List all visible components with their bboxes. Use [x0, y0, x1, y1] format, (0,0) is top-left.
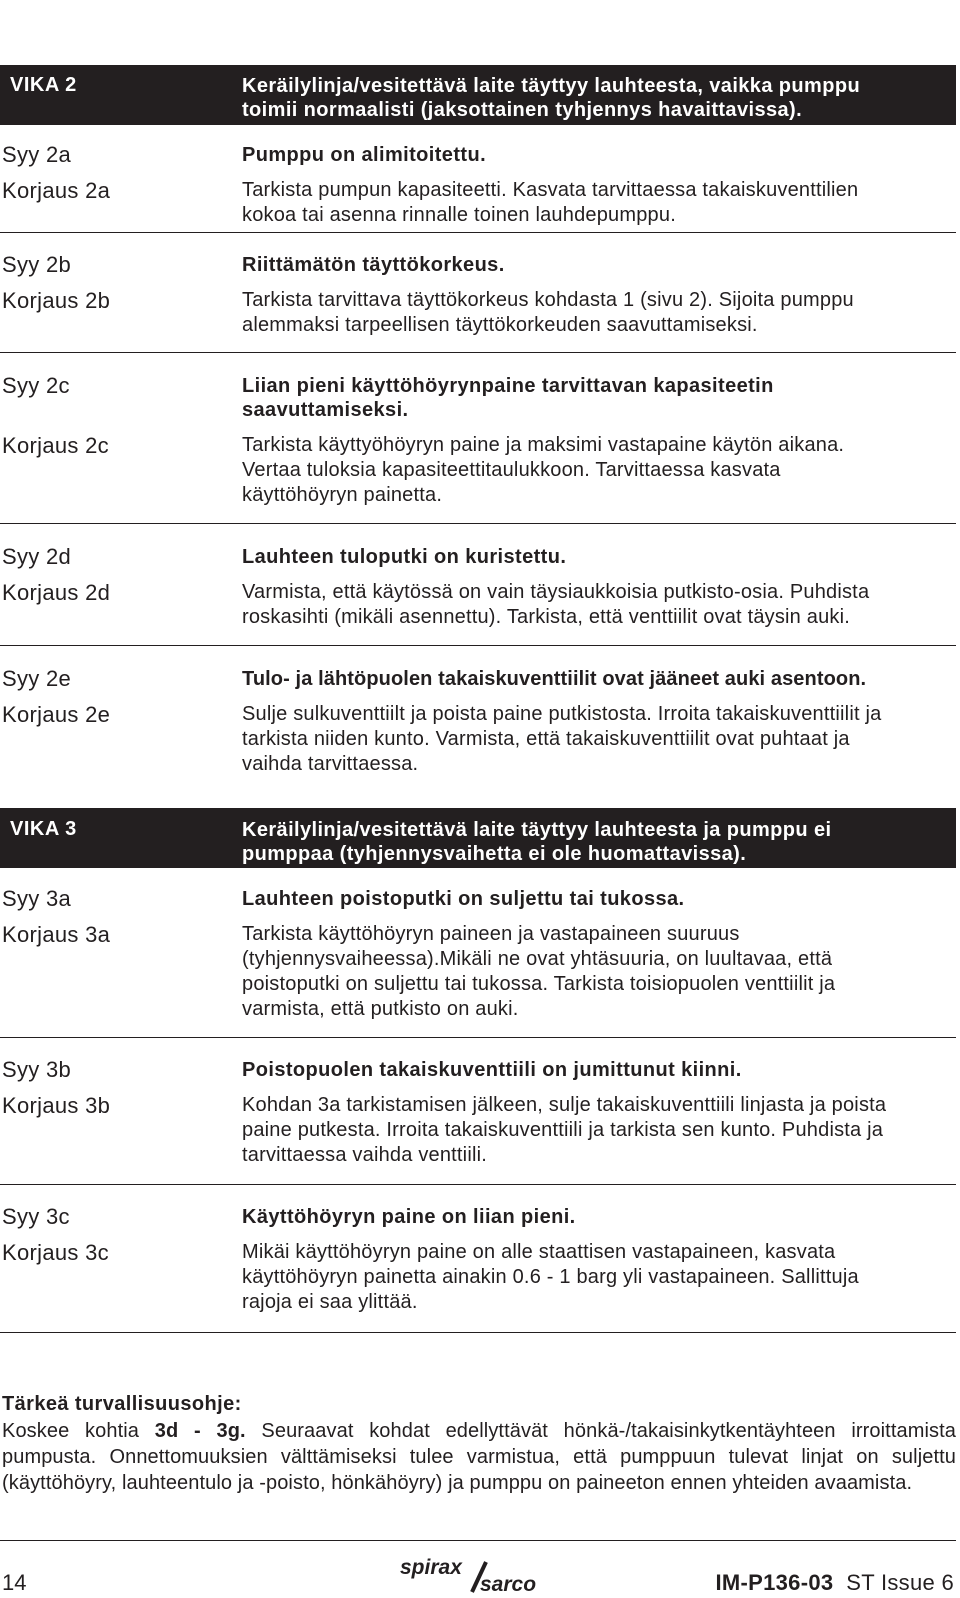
fault-3-number: VIKA 3: [10, 818, 77, 840]
safety-text: Koskee kohtia 3d - 3g. Seuraavat kohdat edellyttävät hönkä-/takaisinkytkentäyhteen irroittamista pumpusta. Onnettomuuksien välttämiseksi tulee varmistua, että pumppuun tulevat linjat on suljettu (käyttöhöyry, lauhteentulo ja -poisto, hönkähöyry) ja pumppu on paineeton ennen yhteiden avaamista.: [2, 1420, 957, 1494]
fault-2-description: Keräilylinja/vesitettävä laite täyttyy lauhteesta, vaikka pumppu toimii normaalisti (jaksottainen tyhjennys havaittavissa).: [242, 75, 861, 121]
divider: [0, 1332, 956, 1333]
fix-text: Tarkista tarvittava täyttökorkeus kohdasta 1 (sivu 2). Sijoita pumppu alemmaksi tarpeellisen täyttökorkeuden saavuttamiseksi.: [242, 289, 854, 336]
divider: [0, 352, 956, 353]
cause-title: Tulo- ja lähtöpuolen takaiskuventtiilit ovat jääneet auki asentoon.: [242, 668, 867, 690]
fix-text: Tarkista käyttöhöyryn paineen ja vastapaineen suuruus (tyhjennysvaiheessa).Mikäli ne ovat yhtäsuuria, on luultavaa, että poistoputki on suljettu tai tukossa. Tarkista toisiopuolen venttiilit ja varmista, että putkisto on auki.: [242, 923, 836, 1020]
fix-label: Korjaus 3a: [2, 922, 111, 947]
fix-label: Korjaus 2c: [2, 433, 109, 458]
page-number: 14: [2, 1570, 27, 1595]
safety-note: [2, 1392, 956, 1496]
cause-title: Lauhteen poistoputki on suljettu tai tukossa.: [242, 888, 685, 910]
fault-2-number: VIKA 2: [10, 74, 77, 96]
cause-label: Syy 2b: [2, 252, 72, 277]
spirax-sarco-logo: [398, 1556, 560, 1594]
fix-text: Varmista, että käytössä on vain täysiaukkoisia putkisto-osia. Puhdista roskasihti (mikäli asennettu). Tarkista, että venttiilit ovat täysin auki.: [242, 581, 870, 628]
svg-text:sarco: sarco: [480, 1573, 537, 1594]
divider: [0, 1184, 956, 1185]
cause-title: Pumppu on alimitoitettu.: [242, 144, 487, 166]
cause-title: Poistopuolen takaiskuventtiili on jumittunut kiinni.: [242, 1059, 742, 1081]
fix-text: Sulje sulkuventtiilt ja poista paine putkistosta. Irroita takaiskuventtiilit ja tarkista niiden kunto. Varmista, että takaiskuventtiilit ovat puhtaat ja vaihda tarvittaessa.: [242, 703, 882, 775]
cause-label: Syy 3a: [2, 886, 72, 911]
fix-label: Korjaus 2a: [2, 178, 111, 203]
divider: [0, 232, 956, 233]
fault-3-description: Keräilylinja/vesitettävä laite täyttyy lauhteesta ja pumppu ei pumppaa (tyhjennysvaihetta ei ole huomattavissa).: [242, 819, 832, 865]
fix-text: Mikäi käyttöhöyryn paine on alle staattisen vastapaineen, kasvata käyttöhöyryn painetta ainakin 0.6 - 1 barg yli vastapaineen. Sallittuja rajoja ei saa ylittää.: [242, 1241, 859, 1313]
cause-title: Liian pieni käyttöhöyrynpaine tarvittavan kapasiteetin saavuttamiseksi.: [242, 375, 774, 421]
divider: [0, 523, 956, 524]
safety-title: Tärkeä turvallisuusohje:: [2, 1393, 242, 1415]
fix-label: Korjaus 2d: [2, 580, 111, 605]
divider: [0, 1037, 956, 1038]
fix-label: Korjaus 3c: [2, 1240, 109, 1265]
fault-2-header: [0, 65, 956, 125]
cause-label: Syy 2a: [2, 142, 72, 167]
safety-range: 3d - 3g.: [154, 1420, 246, 1442]
fix-text: Tarkista pumpun kapasiteetti. Kasvata tarvittaessa takaiskuventtilien kokoa tai asenna rinnalle toinen lauhdepumppu.: [242, 179, 859, 226]
cause-title: Käyttöhöyryn paine on liian pieni.: [242, 1206, 576, 1228]
divider: [0, 645, 956, 646]
fix-label: Korjaus 2e: [2, 702, 111, 727]
cause-title: Riittämätön täyttökorkeus.: [242, 254, 505, 276]
svg-text:spirax: spirax: [400, 1556, 462, 1579]
cause-label: Syy 2d: [2, 544, 72, 569]
cause-label: Syy 2e: [2, 666, 72, 691]
cause-label: Syy 3c: [2, 1204, 70, 1229]
fault-3-header: [0, 808, 956, 868]
fix-text: Tarkista käyttyöhöyryn paine ja maksimi vastapaine käytön aikana. Vertaa tuloksia kapasiteettitaulukkoon. Tarvittaessa kasvata käyttöhöyryn painetta.: [242, 434, 845, 506]
fix-label: Korjaus 2b: [2, 288, 111, 313]
footer-divider: [0, 1540, 956, 1541]
cause-title: Lauhteen tuloputki on kuristettu.: [242, 546, 567, 568]
cause-label: Syy 2c: [2, 373, 70, 398]
fix-label: Korjaus 3b: [2, 1093, 111, 1118]
document-reference: IM-P136-03 ST Issue 6: [715, 1570, 954, 1595]
cause-label: Syy 3b: [2, 1057, 72, 1082]
fix-text: Kohdan 3a tarkistamisen jälkeen, sulje takaiskuventtiili linjasta ja poista paine putkesta. Irroita takaiskuventtiili ja tarkista sen kunto. Puhdista ja tarvittaessa vaihda venttiili.: [242, 1094, 887, 1166]
